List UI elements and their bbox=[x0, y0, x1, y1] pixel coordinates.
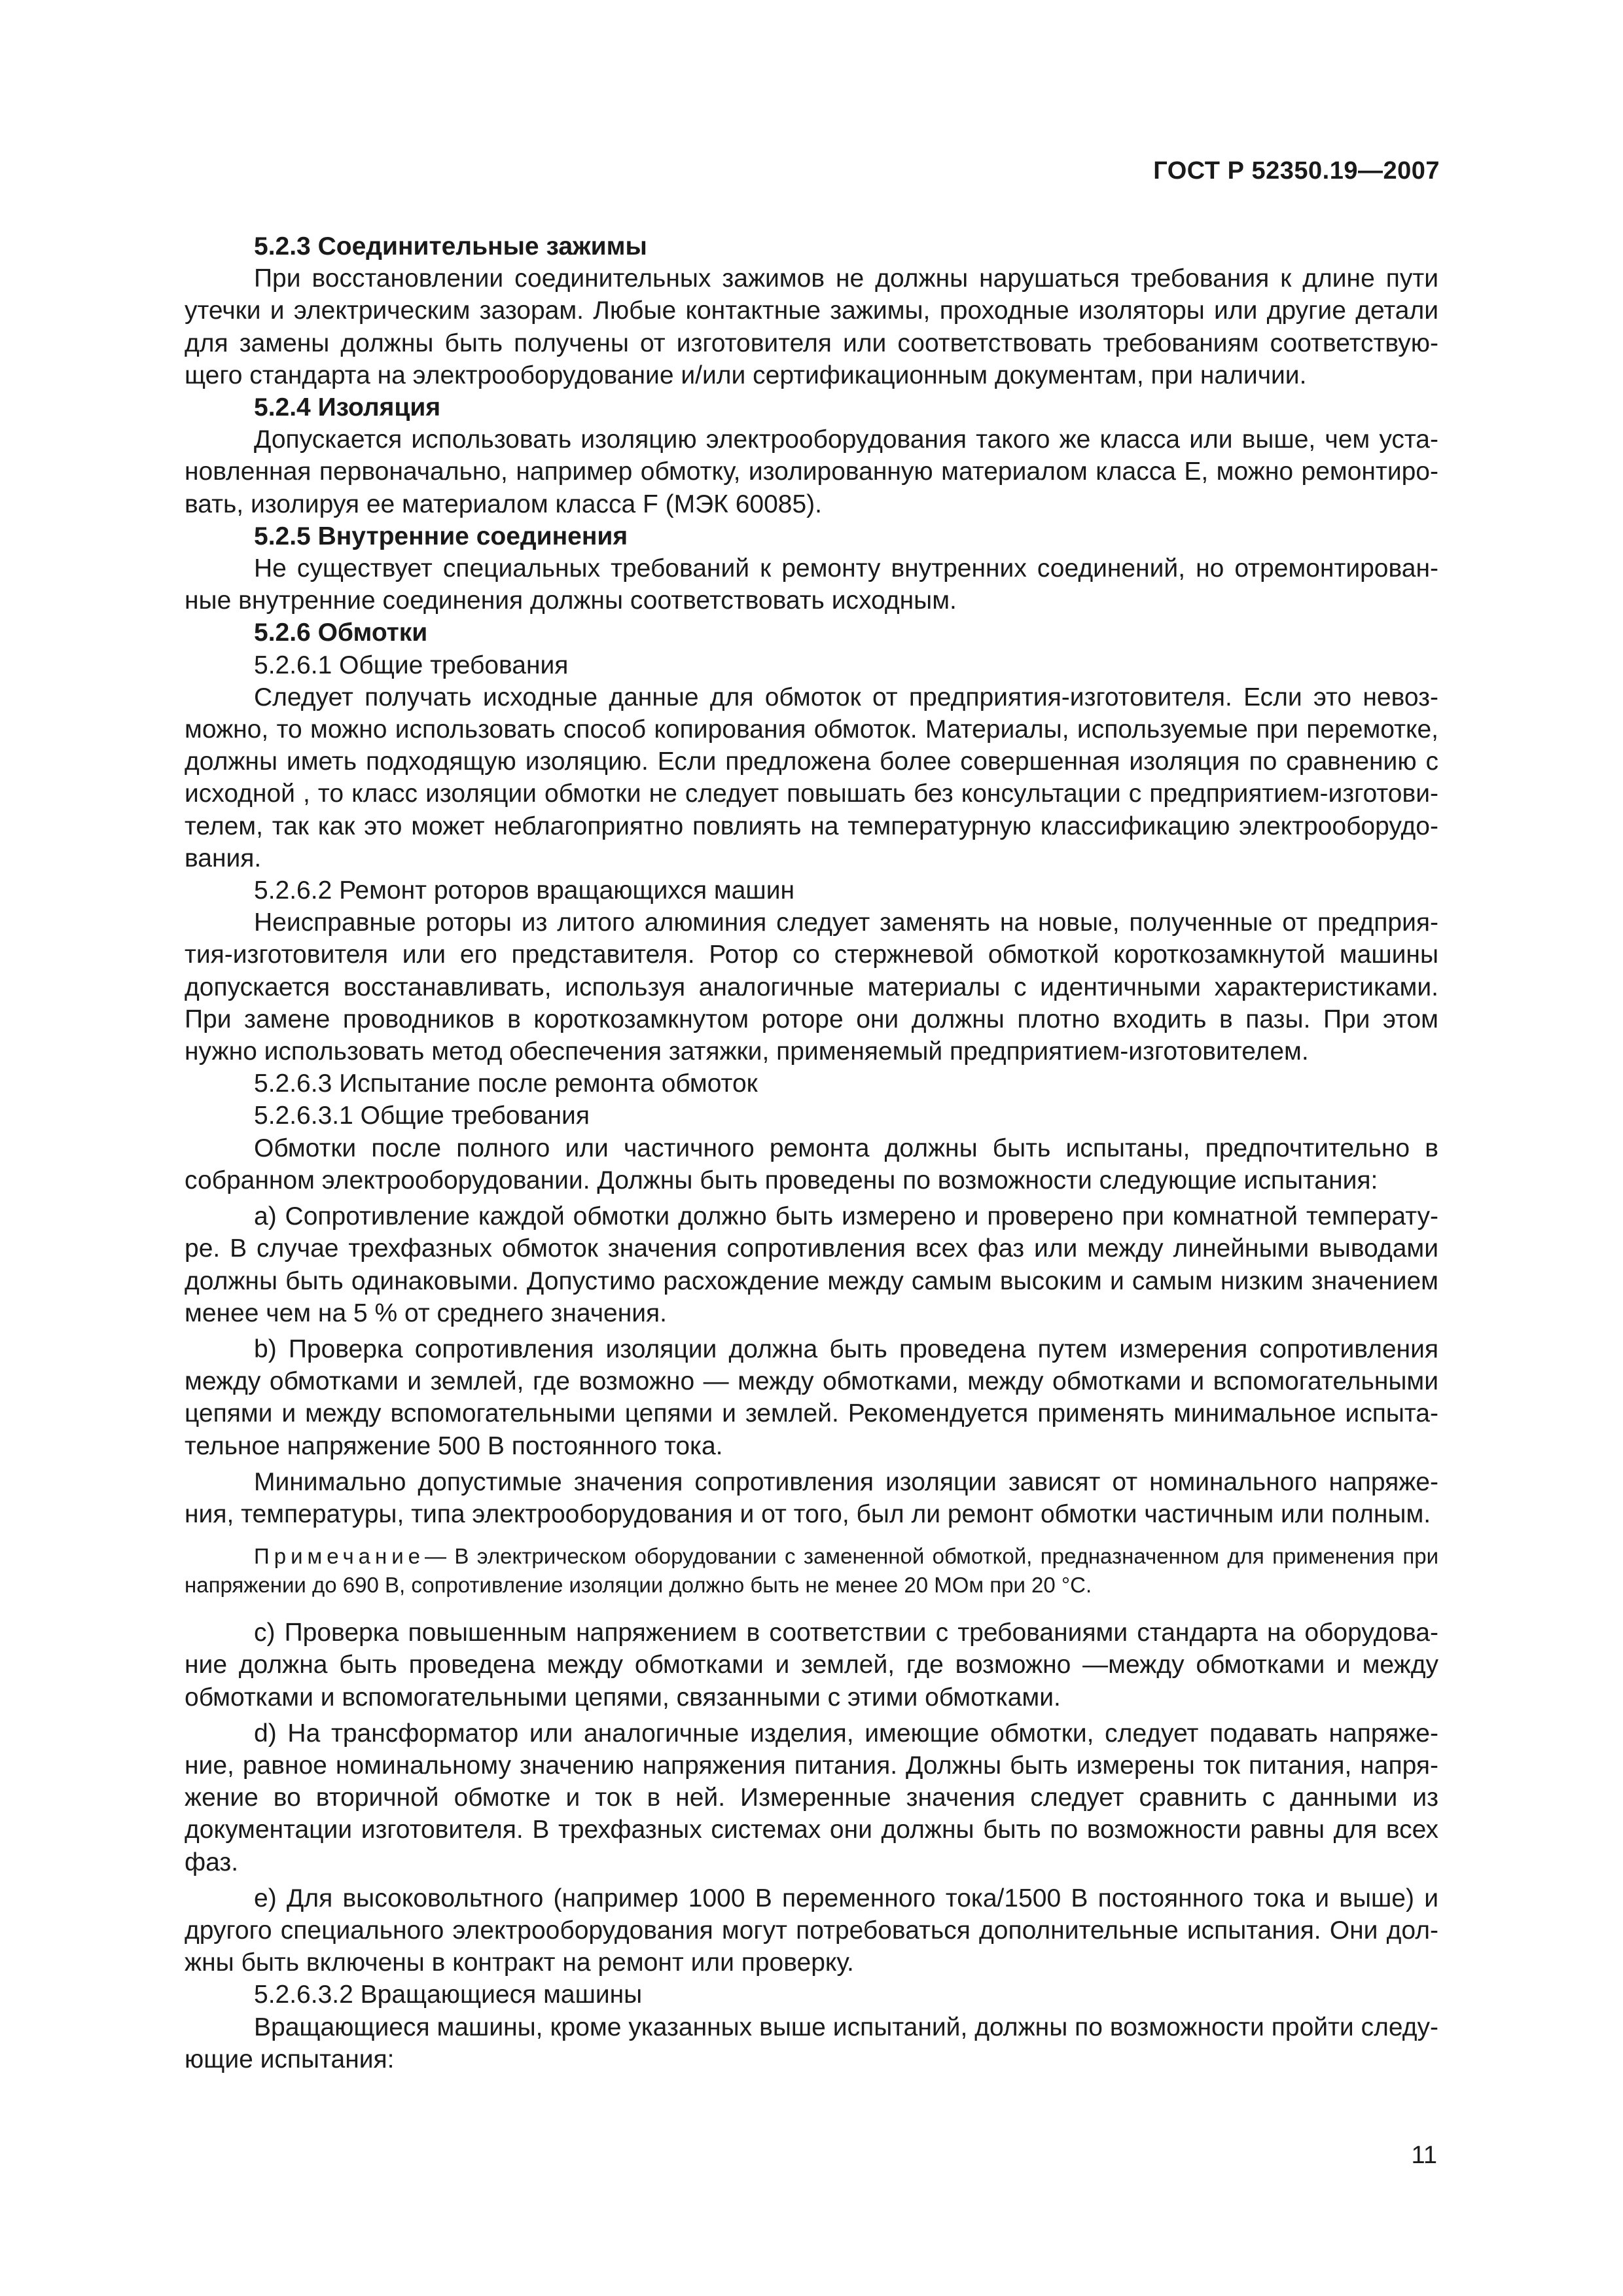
list-item-b: b) Проверка сопротивления изоляции должна быть проведена путем измерения сопротивления между обмотками и землей, где возможно — между обмотками, между обмотками и вспомогательными цепями и между вспомогательными цепями и землей. Рекомендуется применять минимальное испытательное напряжение 500 В постоянного тока. bbox=[185, 1335, 1438, 1460]
paragraph-5-2-6-3-2: Вращающиеся машины, кроме указанных выше испытаний, должны по возможности пройти следующие испытания: bbox=[185, 2013, 1438, 2073]
subsection-heading-5-2-6-2: 5.2.6.2 Ремонт роторов вращающихся машин bbox=[254, 876, 795, 905]
note-block bbox=[185, 1542, 1438, 1600]
section-heading-5-2-3: 5.2.3 Соединительные зажимы bbox=[254, 232, 647, 260]
paragraph-5-2-6-3-1: Обмотки после полного или частичного ремонта должны быть испытаны, предпочтительно в собранном электрооборудовании. Должны быть проведены по возможности следующие испытания: bbox=[185, 1134, 1438, 1194]
document-body bbox=[185, 230, 1438, 2075]
list-item-e: e) Для высоковольтного (например 1000 В переменного тока/1500 В постоянного тока и выше) и другого специального электрооборудования могут потребоваться дополнительные испытания. Они должны быть включены в контракт на ремонт или проверку. bbox=[185, 1884, 1438, 1977]
paragraph-5-2-6-2: Неисправные роторы из литого алюминия следует заменять на новые, полученные от предприятия-изготовителя или его представителя. Ротор со стержневой обмоткой короткозамкнутой машины допускается восстанавливать, используя аналогичные материалы с идентичными характеристиками. При замене проводников в короткозамкнутом роторе они должны плотно входить в пазы. При этом нужно использовать метод обеспечения затяжки, применяемый предприятием-изготовителем. bbox=[185, 908, 1438, 1066]
paragraph-min-resistance: Минимально допустимые значения сопротивления изоляции зависят от номинального напряжения, температуры, типа электрооборудования и от того, был ли ремонт обмотки частичным или полным. bbox=[185, 1467, 1438, 1528]
paragraph-5-2-6-1: Следует получать исходные данные для обмоток от предприятия-изготовителя. Если это невозможно, то можно использовать способ копирования обмоток. Материалы, используемые при перемотке, должны иметь подходящую изоляцию. Если предложена более совершенная изоляция по сравнению с исходной , то класс изоляции обмотки не следует повышать без консультации с предприятием-изготовителем, так как это может неблагоприятно повлиять на температурную классификацию электрооборудования. bbox=[185, 683, 1438, 872]
list-item-a: a) Сопротивление каждой обмотки должно быть измерено и проверено при комнатной температуре. В случае трехфазных обмоток значения сопротивления всех фаз или между линейными выводами должны быть одинаковыми. Допустимо расхождение между самым высоким и самым низким значением менее чем на 5 % от среднего значения. bbox=[185, 1202, 1438, 1327]
page-number: 11 bbox=[1411, 2142, 1437, 2169]
subsection-heading-5-2-6-1: 5.2.6.1 Общие требования bbox=[254, 651, 569, 679]
subsection-heading-5-2-6-3-2: 5.2.6.3.2 Вращающиеся машины bbox=[254, 1981, 643, 2009]
subsection-heading-5-2-6-3-1: 5.2.6.3.1 Общие требования bbox=[254, 1102, 590, 1130]
document-header: ГОСТ Р 52350.19—2007 bbox=[1153, 157, 1440, 185]
paragraph-5-2-3: При восстановлении соединительных зажимов не должны нарушаться требования к длине пути утечки и электрическим зазорам. Любые контактные зажимы, проходные изоляторы или другие детали для замены должны быть получены от изготовителя или соответствовать требованиям соответствующего стандарта на электрооборудование и/или сертификационным документам, при наличии. bbox=[185, 264, 1438, 389]
paragraph-5-2-4: Допускается использовать изоляцию электрооборудования такого же класса или выше, чем установленная первоначально, например обмотку, изолированную материалом класса Е, можно ремонтировать, изолируя ее материалом класса F (МЭК 60085). bbox=[185, 425, 1438, 518]
note-label: Примечание bbox=[254, 1544, 425, 1569]
note-text: — В электрическом оборудовании с замененной обмоткой, предназначенном для применения при напряжении до 690 В, сопротивление изоляции должно быть не менее 20 МОм при 20 °С. bbox=[185, 1544, 1438, 1598]
subsection-heading-5-2-6-3: 5.2.6.3 Испытание после ремонта обмоток bbox=[254, 1069, 758, 1098]
list-item-c: c) Проверка повышенным напряжением в соответствии с требованиями стандарта на оборудование должна быть проведена между обмотками и землей, где возможно —между обмотками и между обмотками и вспомогательными цепями, связанными с этими обмотками. bbox=[185, 1619, 1438, 1712]
list-item-d: d) На трансформатор или аналогичные изделия, имеющие обмотки, следует подавать напряжение, равное номинальному значению напряжения питания. Должны быть измерены ток питания, напряжение во вторичной обмотке и ток в ней. Измеренные значения следует сравнить с данными из документации изготовителя. В трехфазных системах они должны быть по возможности равны для всех фаз. bbox=[185, 1719, 1438, 1876]
section-heading-5-2-6: 5.2.6 Обмотки bbox=[254, 619, 428, 647]
section-heading-5-2-5: 5.2.5 Внутренние соединения bbox=[254, 522, 628, 550]
paragraph-5-2-5: Не существует специальных требований к ремонту внутренних соединений, но отремонтированные внутренние соединения должны соответствовать исходным. bbox=[185, 554, 1438, 615]
section-heading-5-2-4: 5.2.4 Изоляция bbox=[254, 393, 441, 422]
